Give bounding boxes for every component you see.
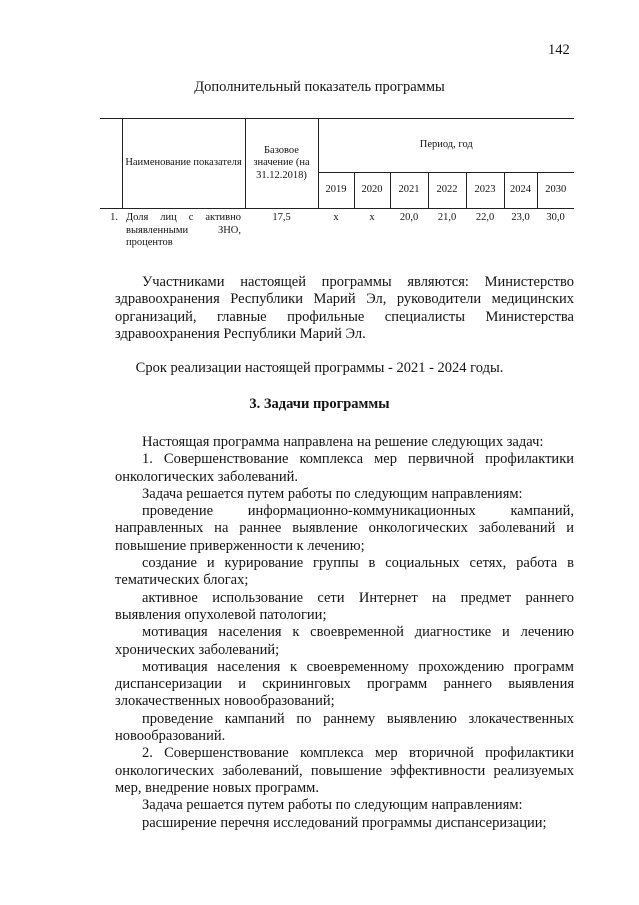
page-number: 142 bbox=[548, 42, 570, 58]
row-year-value: х bbox=[333, 212, 339, 223]
direction-item: мотивация населения к своевременному прохождению программ диспансеризации и скрининговых программ раннего выявления злокачественных новообразований; bbox=[115, 658, 574, 710]
row-year-value: 30,0 bbox=[546, 212, 565, 223]
table-row bbox=[100, 209, 574, 250]
body-paragraph: Задача решается путем работы по следующим направлениям: bbox=[142, 485, 523, 502]
row-base-value: 17,5 bbox=[272, 212, 291, 223]
row-year-value: х bbox=[369, 212, 375, 223]
row-year-value: 21,0 bbox=[437, 212, 457, 223]
direction-item: создание и курирование группы в социальных сетях, работа в тематических блогах; bbox=[115, 555, 574, 589]
header-year: 2020 bbox=[354, 173, 390, 209]
header-year: 2019 bbox=[318, 173, 354, 209]
section-heading: 3. Задачи программы bbox=[249, 396, 390, 412]
header-year: 2030 bbox=[537, 173, 574, 209]
header-year: 2024 bbox=[504, 173, 537, 209]
program-term: Срок реализации настоящей программы - 2021 - 2024 годы. bbox=[135, 360, 504, 376]
row-index: 1. bbox=[110, 212, 118, 223]
header-period: Период, год bbox=[318, 119, 574, 173]
direction-item: расширение перечня исследований программы диспансеризации; bbox=[142, 814, 547, 831]
body-paragraph: Настоящая программа направлена на решение следующих задач: bbox=[142, 434, 544, 450]
row-year-value: 20,0 bbox=[399, 212, 419, 223]
row-year-value: 23,0 bbox=[511, 212, 530, 223]
indicator-table-title: Дополнительный показатель программы bbox=[194, 79, 445, 95]
task-heading-2: 2. Совершенствование комплекса мер вторичной профилактики онкологических заболеваний, повышение эффективности реализуемых мер, внедрение новых программ. bbox=[115, 745, 574, 796]
row-indicator-name: Доля лиц с активно выявленными ЗНО, процентов bbox=[126, 212, 241, 249]
header-year: 2022 bbox=[428, 173, 466, 209]
direction-item: проведение кампаний по раннему выявлению злокачественных новообразований. bbox=[115, 710, 574, 745]
header-number-column bbox=[100, 119, 122, 209]
direction-item: мотивация населения к своевременной диагностике и лечению хронических заболеваний; bbox=[115, 624, 574, 658]
indicator-table bbox=[100, 118, 574, 250]
body-paragraph: Задача решается путем работы по следующим направлениям: bbox=[142, 797, 523, 814]
direction-item: проведение информационно-коммуникационных кампаний, направленных на раннее выявление онкологических заболеваний и повышение приверженности к лечению; bbox=[115, 503, 574, 554]
participants-paragraph: Участниками настоящей программы являются: Министерство здравоохранения Республики Марий Эл, руководители медицинских организаций, главные профильные специалисты Министерства здравоохранения Республики Марий Эл. bbox=[115, 274, 574, 342]
task-heading-1: 1. Совершенствование комплекса мер первичной профилактики онкологических заболеваний. bbox=[115, 451, 574, 485]
row-year-value: 22,0 bbox=[475, 212, 495, 223]
header-indicator-name: Наименование показателя bbox=[122, 119, 245, 209]
header-year: 2021 bbox=[390, 173, 428, 209]
direction-item: активное использование сети Интернет на предмет раннего выявления опухолевой патологии; bbox=[115, 589, 574, 623]
header-year: 2023 bbox=[466, 173, 504, 209]
tasks-section bbox=[115, 434, 574, 832]
participants-section bbox=[115, 274, 574, 343]
header-base-value: Базовое значение (на 31.12.2018) bbox=[245, 119, 318, 209]
